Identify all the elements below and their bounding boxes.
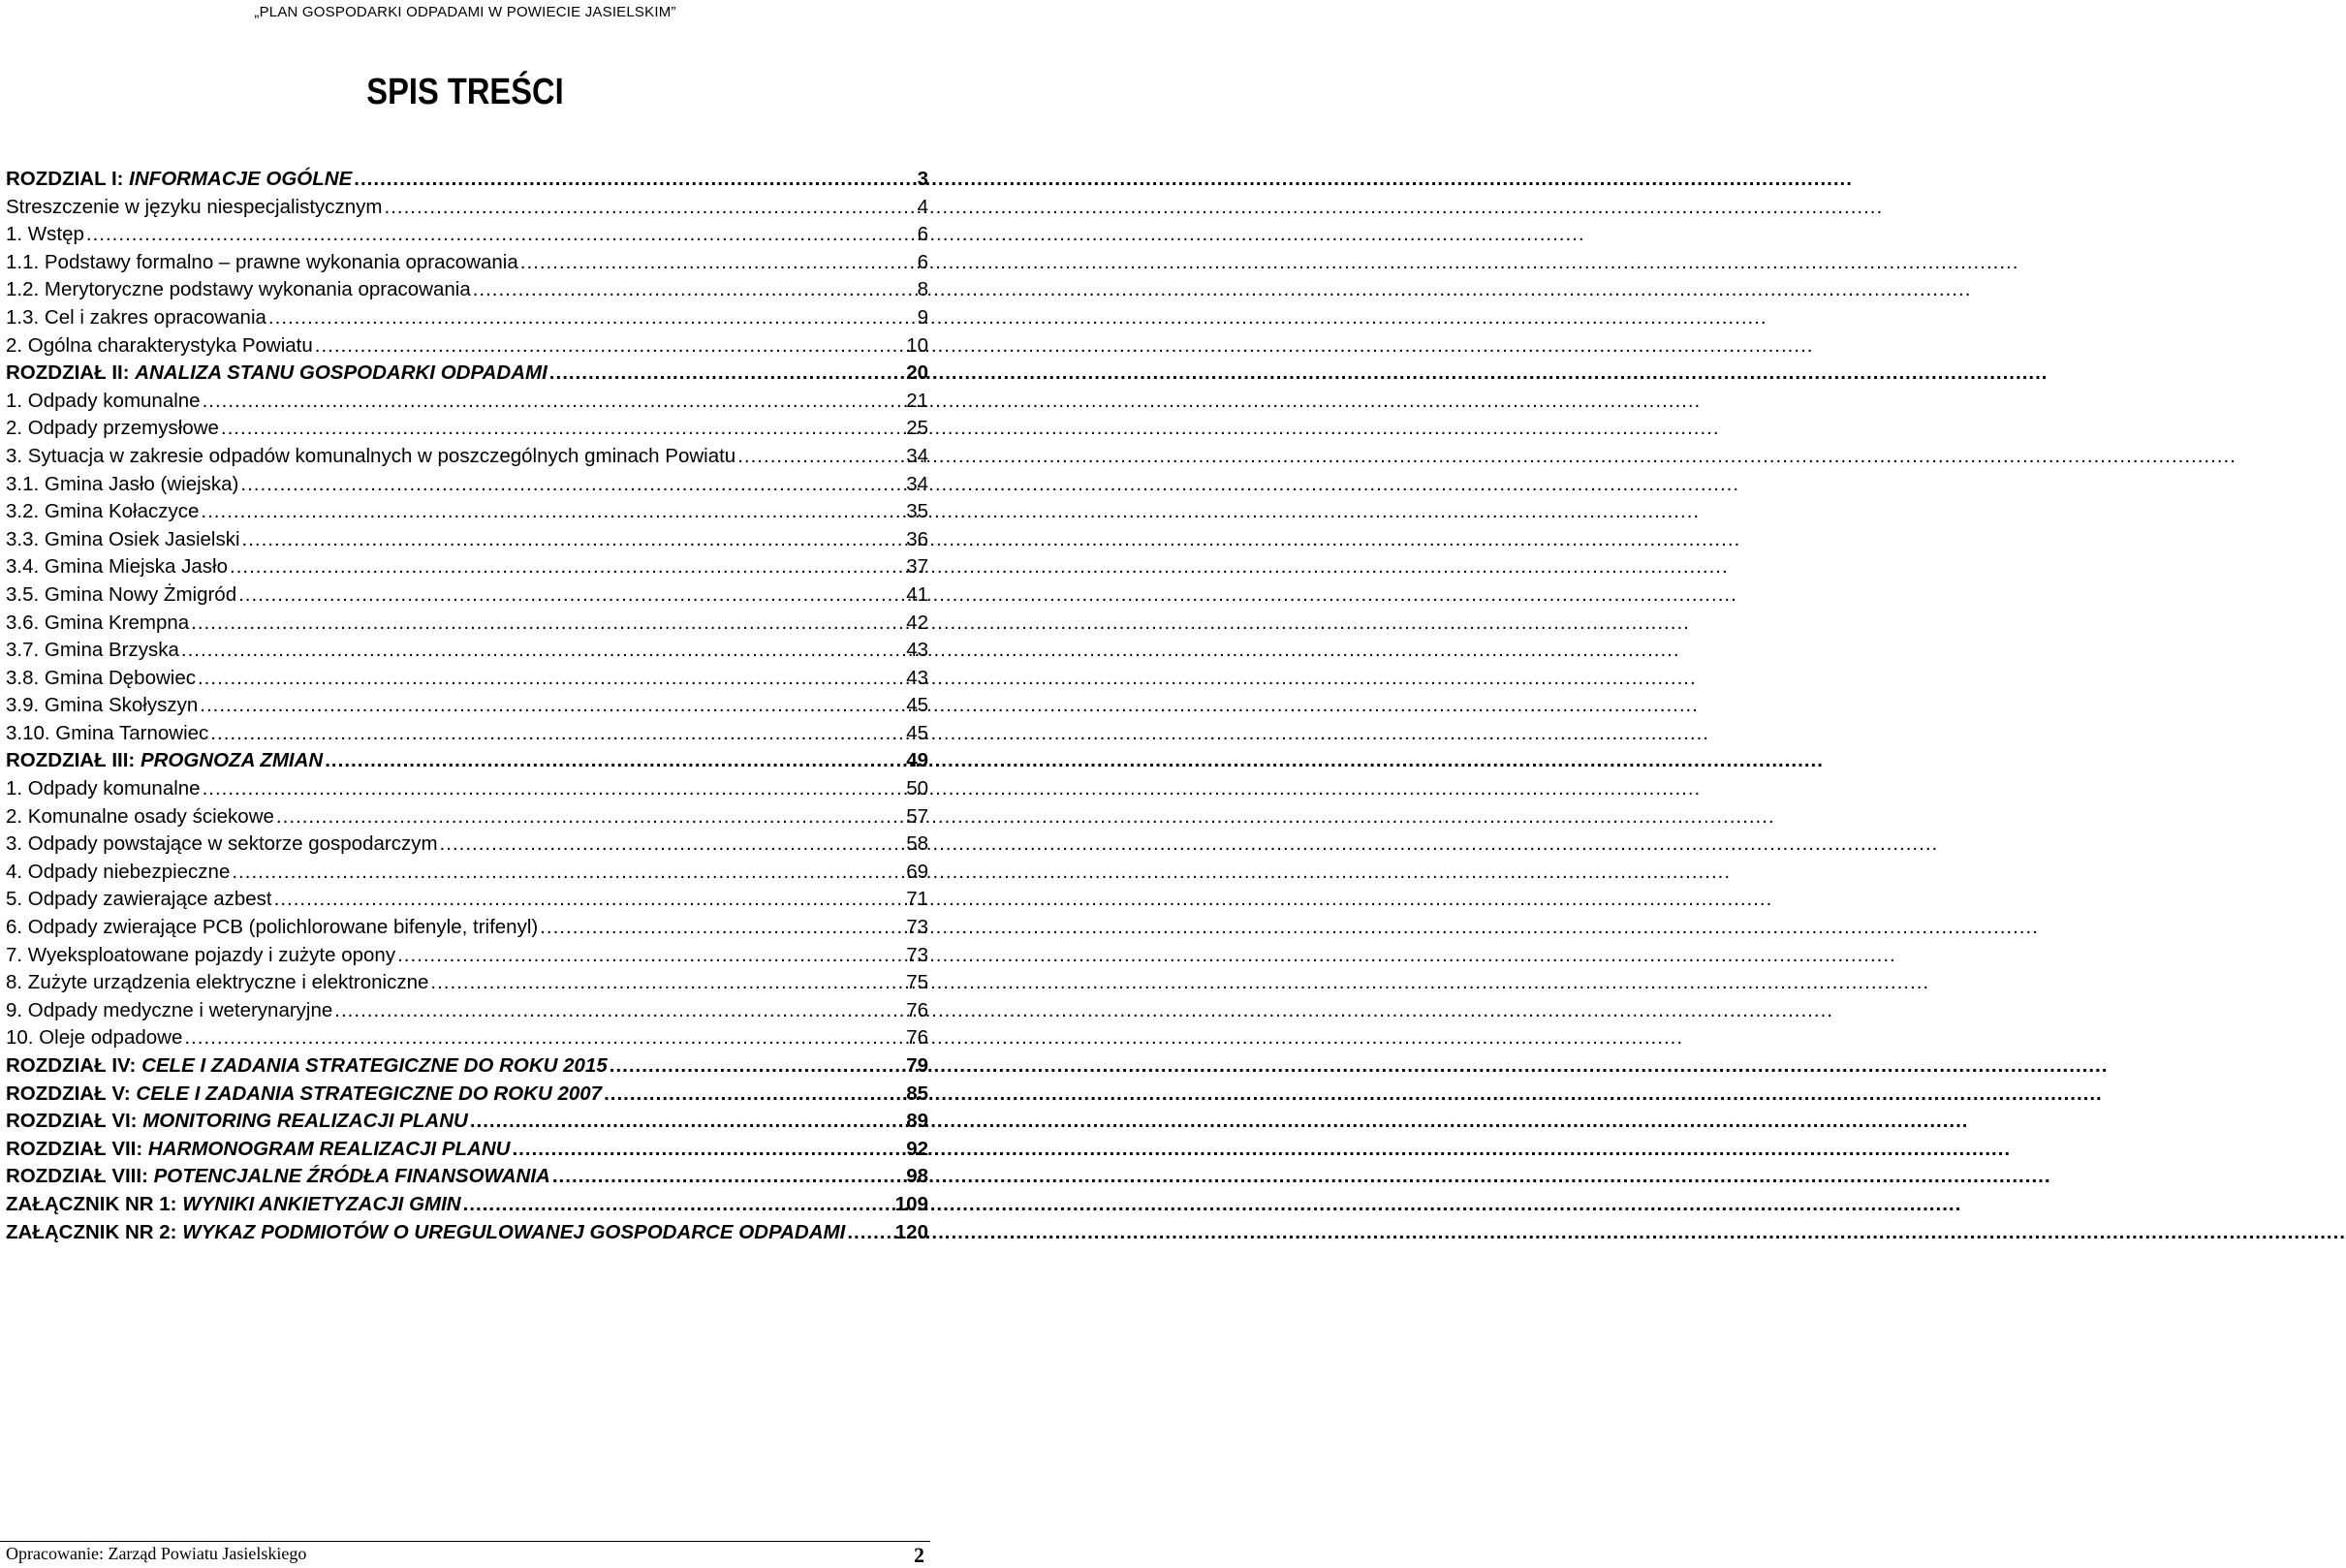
toc-chapter-title: INFORMACJE OGÓLNE	[129, 168, 353, 190]
toc-chapter-prefix: ZAŁĄCZNIK NR 2:	[6, 1220, 183, 1243]
toc-page-number: 34	[906, 472, 928, 495]
toc-entry-label: 8. Zużyte urządzenia elektryczne i elektroniczne	[6, 971, 429, 994]
toc-leader-dots	[540, 916, 902, 939]
toc-entry-label: Streszczenie w języku niespecjalistycznym	[6, 195, 383, 218]
toc-page-number: 73	[906, 916, 928, 939]
toc-entry[interactable]	[6, 251, 928, 279]
toc-entry-label: 3.10. Gmina Tarnowiec	[6, 721, 209, 744]
toc-leader-dots	[201, 500, 902, 523]
toc-entry[interactable]	[6, 805, 928, 833]
toc-entry[interactable]	[6, 278, 928, 306]
toc-entry-label: 3.4. Gmina Miejska Jasło	[6, 555, 229, 579]
toc-entry[interactable]	[6, 1054, 928, 1082]
toc-leader-dots	[86, 223, 914, 246]
toc-leader-dots	[397, 944, 902, 967]
toc-entry[interactable]	[6, 1110, 928, 1138]
toc-leader-dots	[203, 390, 903, 413]
toc-leader-dots	[325, 749, 902, 772]
toc-chapter-prefix: ROZDZIAŁ VIII:	[6, 1165, 154, 1188]
toc-entry-label: 3. Odpady powstające w sektorze gospodarczym	[6, 832, 438, 856]
toc-entry[interactable]	[6, 361, 928, 390]
toc-page-number: 9	[917, 305, 928, 329]
toc-entry-label	[6, 1138, 510, 1161]
toc-leader-dots	[610, 1054, 902, 1078]
toc-entry-label: 1. Odpady komunalne	[6, 777, 201, 800]
toc-chapter-title: PROGNOZA ZMIAN	[140, 749, 324, 772]
toc-entry-label	[6, 1082, 602, 1106]
toc-entry[interactable]	[6, 223, 928, 251]
toc-entry[interactable]	[6, 1138, 928, 1166]
toc-leader-dots	[203, 777, 903, 800]
toc-page-number: 71	[906, 888, 928, 911]
toc-leader-dots	[334, 999, 902, 1022]
toc-leader-dots	[184, 1026, 902, 1050]
toc-entry-label: 1. Wstęp	[6, 223, 84, 246]
toc-leader-dots	[463, 1193, 891, 1216]
toc-leader-dots	[238, 583, 902, 607]
toc-page-number: 45	[906, 721, 928, 744]
toc-entry-label: 3.2. Gmina Kołaczyce	[6, 500, 200, 523]
toc-entry[interactable]	[6, 445, 928, 473]
toc-chapter-title: CELE I ZADANIA STRATEGICZNE DO ROKU 2015	[141, 1054, 608, 1077]
toc-leader-dots	[552, 1165, 902, 1188]
toc-chapter-prefix: ZAŁĄCZNIK NR 1:	[6, 1192, 183, 1215]
toc-page-number: 6	[917, 250, 928, 273]
toc-page-number: 43	[906, 666, 928, 689]
toc-entry[interactable]	[6, 473, 928, 501]
toc-page-number: 43	[906, 639, 928, 662]
toc-leader-dots	[274, 888, 903, 911]
toc-page-number: 34	[906, 444, 928, 467]
toc-leader-dots	[315, 334, 902, 358]
toc-entry-label	[6, 1221, 845, 1244]
toc-entry[interactable]	[6, 1165, 928, 1193]
toc-leader-dots	[276, 805, 902, 829]
toc-entry-label: 1.2. Merytoryczne podstawy wykonania opracowania	[6, 278, 471, 301]
toc-chapter-title: WYKAZ PODMIOTÓW O UREGULOWANEJ GOSPODARCE ODPADAMI	[182, 1220, 846, 1243]
toc-entry[interactable]	[6, 999, 928, 1027]
toc-entry[interactable]	[6, 916, 928, 944]
toc-entry[interactable]	[6, 168, 928, 196]
toc-page-number: 76	[906, 998, 928, 1021]
toc-leader-dots	[181, 639, 902, 662]
page-title: SPIS TREŚCI	[366, 72, 564, 112]
toc-entry[interactable]	[6, 555, 928, 583]
toc-entry-label: 3.3. Gmina Osiek Jasielski	[6, 527, 240, 550]
toc-entry[interactable]	[6, 306, 928, 334]
toc-leader-dots	[473, 278, 914, 301]
toc-entry[interactable]	[6, 777, 928, 805]
toc-entry-label	[6, 168, 352, 191]
toc-page-number: 85	[906, 1082, 928, 1105]
toc-entry[interactable]	[6, 749, 928, 777]
running-header: „PLAN GOSPODARKI ODPADAMI W POWIECIE JASIELSKIM”	[254, 4, 676, 20]
toc-leader-dots	[440, 832, 903, 856]
toc-entry[interactable]	[6, 667, 928, 695]
toc-leader-dots	[430, 971, 902, 994]
toc-page-number: 20	[906, 361, 928, 385]
toc-leader-dots	[268, 306, 914, 329]
page-number: 2	[914, 1543, 924, 1567]
toc-entry-label: 3.5. Gmina Nowy Żmigród	[6, 582, 237, 606]
toc-page-number: 98	[906, 1165, 928, 1188]
toc-entry[interactable]	[6, 1193, 928, 1221]
toc-entry-label: 3.1. Gmina Jasło (wiejska)	[6, 472, 239, 495]
toc-page-number: 35	[906, 500, 928, 523]
toc-entry[interactable]	[6, 944, 928, 972]
toc-entry[interactable]	[6, 861, 928, 889]
toc-leader-dots	[210, 722, 902, 745]
table-of-contents	[6, 168, 928, 1248]
toc-leader-dots	[221, 417, 902, 440]
toc-page-number: 69	[906, 860, 928, 883]
toc-page-number: 57	[906, 804, 928, 828]
toc-page-number: 10	[906, 333, 928, 357]
footer-author: Opracowanie: Zarząd Powiatu Jasielskiego	[6, 1544, 307, 1563]
toc-entry-label	[6, 1054, 608, 1078]
toc-leader-dots	[191, 612, 902, 635]
toc-entry[interactable]	[6, 390, 928, 418]
toc-chapter-prefix: ROZDZIAŁ VI:	[6, 1110, 143, 1133]
toc-page-number: 75	[906, 971, 928, 994]
toc-entry-label: 3.7. Gmina Brzyska	[6, 639, 179, 662]
toc-leader-dots	[512, 1138, 902, 1161]
toc-page-number: 73	[906, 943, 928, 966]
toc-leader-dots	[385, 196, 914, 219]
toc-page-number: 50	[906, 777, 928, 800]
toc-leader-dots	[200, 694, 902, 717]
toc-page-number: 76	[906, 1026, 928, 1050]
toc-entry-label: 2. Ogólna charakterystyka Powiatu	[6, 333, 313, 357]
toc-chapter-title: ANALIZA STANU GOSPODARKI ODPADAMI	[135, 361, 547, 385]
toc-page-number: 58	[906, 832, 928, 856]
toc-entry-label: 7. Wyeksploatowane pojazdy i zużyte opony	[6, 943, 396, 966]
toc-chapter-title: HARMONOGRAM REALIZACJI PLANU	[147, 1137, 511, 1160]
toc-leader-dots	[230, 555, 902, 579]
toc-page-number: 45	[906, 694, 928, 717]
toc-entry-label	[6, 749, 323, 772]
toc-chapter-prefix: ROZDZIAŁ IV:	[6, 1054, 142, 1077]
toc-entry[interactable]	[6, 334, 928, 362]
toc-entry-label: 1. Odpady komunalne	[6, 389, 201, 412]
toc-leader-dots	[549, 361, 902, 385]
toc-entry-label: 2. Komunalne osady ściekowe	[6, 804, 274, 828]
toc-chapter-prefix: ROZDZIAŁ V:	[6, 1082, 137, 1105]
toc-page-number: 8	[917, 278, 928, 301]
toc-leader-dots	[847, 1221, 891, 1244]
toc-entry-label: 3.8. Gmina Dębowiec	[6, 666, 196, 689]
toc-entry[interactable]	[6, 583, 928, 612]
toc-entry[interactable]	[6, 1082, 928, 1111]
toc-chapter-title: WYNIKI ANKIETYZACJI GMIN	[182, 1192, 461, 1215]
toc-entry[interactable]	[6, 971, 928, 999]
toc-page-number: 3	[917, 168, 928, 190]
toc-chapter-prefix: ROZDZIAŁ II:	[6, 361, 136, 385]
footer-divider	[0, 1541, 930, 1542]
toc-page-number: 89	[906, 1110, 928, 1133]
toc-page-number: 6	[917, 223, 928, 246]
toc-entry[interactable]	[6, 500, 928, 528]
toc-chapter-title: MONITORING REALIZACJI PLANU	[142, 1110, 468, 1133]
toc-chapter-title: CELE I ZADANIA STRATEGICZNE DO ROKU 2007	[136, 1082, 603, 1105]
toc-entry-label: 3.9. Gmina Skołyszyn	[6, 694, 199, 717]
toc-page-number: 92	[906, 1137, 928, 1160]
toc-entry-label: 2. Odpady przemysłowe	[6, 417, 219, 440]
toc-entry[interactable]	[6, 196, 928, 224]
toc-entry[interactable]	[6, 1221, 928, 1249]
toc-page-number: 109	[894, 1192, 928, 1215]
toc-entry-label: 10. Oleje odpadowe	[6, 1026, 183, 1050]
toc-page-number: 41	[906, 582, 928, 606]
toc-entry-label	[6, 361, 547, 385]
toc-page-number: 36	[906, 527, 928, 550]
toc-page-number: 120	[894, 1220, 928, 1243]
toc-page-number: 42	[906, 611, 928, 634]
toc-page-number: 4	[917, 195, 928, 218]
toc-entry-label: 3.6. Gmina Krempna	[6, 611, 190, 634]
toc-entry[interactable]	[6, 528, 928, 556]
toc-entry[interactable]	[6, 722, 928, 750]
toc-entry[interactable]	[6, 612, 928, 640]
toc-entry-label	[6, 1165, 550, 1188]
toc-entry-label	[6, 1193, 461, 1216]
toc-entry-label	[6, 1110, 468, 1133]
toc-chapter-prefix: ROZDZIAŁ III:	[6, 749, 141, 772]
toc-leader-dots	[604, 1082, 902, 1106]
toc-leader-dots	[240, 473, 902, 496]
toc-entry[interactable]	[6, 832, 928, 861]
toc-leader-dots	[232, 861, 902, 884]
toc-chapter-prefix: ROZDZIAŁ VII:	[6, 1137, 148, 1160]
toc-page-number: 49	[906, 749, 928, 772]
toc-entry[interactable]	[6, 694, 928, 722]
toc-entry-label: 6. Odpady zwierające PCB (polichlorowane bifenyle, trifenyl)	[6, 916, 539, 939]
toc-entry-label: 9. Odpady medyczne i weterynaryjne	[6, 998, 333, 1021]
toc-chapter-title: POTENCJALNE ŹRÓDŁA FINANSOWANIA	[153, 1165, 550, 1188]
toc-page-number: 37	[906, 555, 928, 579]
toc-chapter-prefix: ROZDZIAL I:	[6, 168, 130, 190]
toc-leader-dots	[198, 667, 902, 690]
toc-entry[interactable]	[6, 417, 928, 445]
toc-page-number: 79	[906, 1054, 928, 1077]
toc-page-number: 21	[906, 389, 928, 412]
toc-entry[interactable]	[6, 888, 928, 916]
toc-entry-label: 5. Odpady zawierające azbest	[6, 888, 272, 911]
toc-page-number: 25	[906, 417, 928, 440]
toc-leader-dots	[242, 528, 903, 551]
toc-entry-label: 1.3. Cel i zakres opracowania	[6, 305, 266, 329]
toc-entry[interactable]	[6, 639, 928, 667]
toc-leader-dots	[737, 445, 902, 468]
toc-entry-label: 3. Sytuacja w zakresie odpadów komunalnych w poszczególnych gminach Powiatu	[6, 444, 736, 467]
toc-leader-dots	[354, 168, 913, 191]
toc-leader-dots	[470, 1110, 902, 1133]
toc-leader-dots	[520, 251, 914, 274]
toc-entry-label: 1.1. Podstawy formalno – prawne wykonania opracowania	[6, 250, 518, 273]
toc-entry-label: 4. Odpady niebezpieczne	[6, 860, 231, 883]
toc-entry[interactable]	[6, 1026, 928, 1054]
